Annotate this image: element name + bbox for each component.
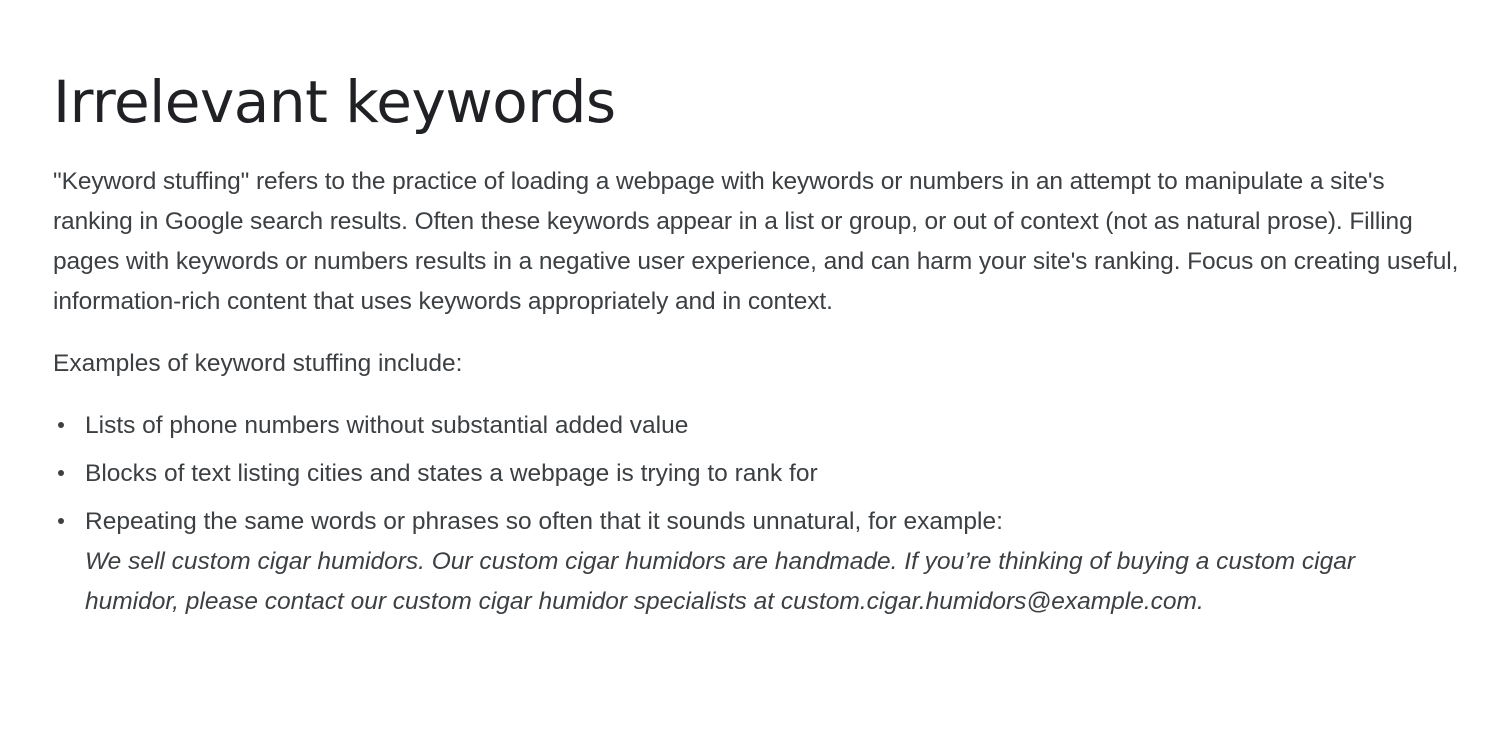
intro-paragraph: "Keyword stuffing" refers to the practice of loading a webpage with keywords or numbers in an attempt to manipulate a site's ranking in Google search results. Often these keywords appear in a list or group, or out of context (not as natural prose). Filling pages with keywords or numbers results in a negative user experience, and can harm your site's ranking. Focus on creating useful, information-rich content that uses keywords appropriately and in context. — [53, 168, 1459, 315]
list-item-text: Repeating the same words or phrases so often that it sounds unnatural, for example: — [85, 508, 1003, 535]
bullet-icon — [58, 422, 64, 428]
list-item — [53, 406, 1473, 446]
example-quote: We sell custom cigar humidors. Our custom cigar humidors are handmade. If you’re thinking of buying a custom cigar humidor, please contact our custom cigar humidor specialists at custom.cigar.humidors@example.com. — [85, 548, 1356, 615]
article — [53, 62, 1473, 630]
list-item-text: Lists of phone numbers without substantial added value — [85, 412, 689, 439]
list-item — [53, 454, 1473, 494]
list-item — [53, 502, 1473, 622]
page-title: Irrelevant keywords — [53, 68, 616, 136]
bullet-icon — [58, 470, 64, 476]
bullet-icon — [58, 518, 64, 524]
list-item-text: Blocks of text listing cities and states a webpage is trying to rank for — [85, 460, 818, 487]
examples-list — [53, 406, 1473, 622]
examples-lead: Examples of keyword stuffing include: — [53, 350, 463, 377]
